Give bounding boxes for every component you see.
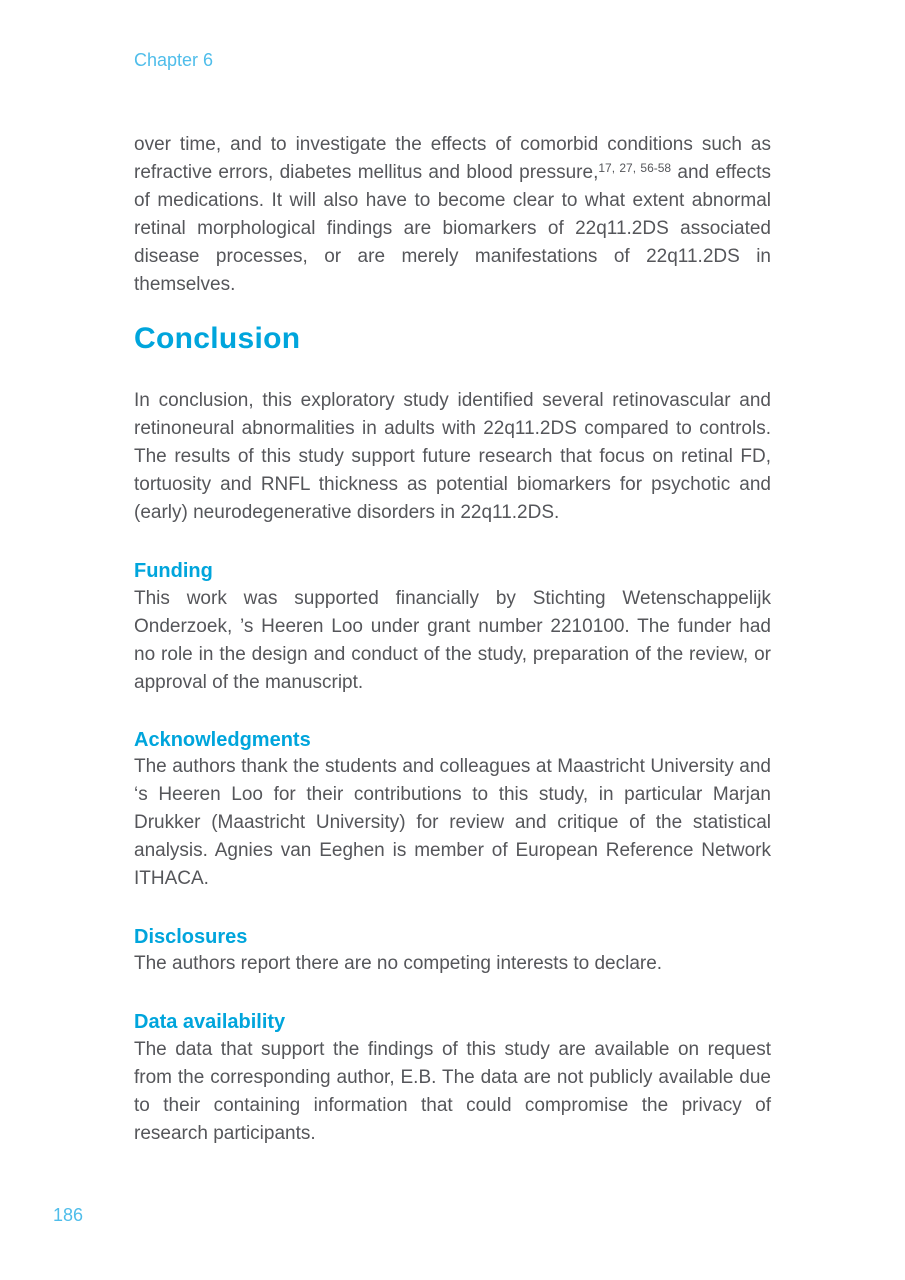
data-availability-heading: Data availability	[134, 1011, 286, 1033]
funding-heading: Funding	[134, 560, 213, 582]
acknowledgments-paragraph-container	[134, 753, 771, 893]
data-availability-paragraph: The data that support the findings of this study are available on request from the corresponding author, E.B. The data are not publicly available due to their containing information that could compromise the privacy of research participants.	[134, 1039, 771, 1144]
page-number: 186	[53, 1205, 84, 1225]
chapter-running-header: Chapter 6	[134, 50, 214, 70]
funding-heading-container	[134, 557, 771, 585]
intro-paragraph-text-2: and effects of medications. It will also have to become clear to what extent abnormal retinal morphological findings are biomarkers of 22q11.2DS associated disease processes, or are merely manifestations of 22q11.2DS in themselves.	[134, 162, 771, 295]
disclosures-heading-container	[134, 923, 771, 951]
conclusion-heading-container	[134, 321, 771, 357]
conclusion-paragraph-container	[134, 387, 771, 527]
conclusion-heading: Conclusion	[134, 322, 301, 355]
acknowledgments-paragraph: The authors thank the students and colleagues at Maastricht University and ‘s Heeren Loo for their contributions to this study, in particular Marjan Drukker (Maastricht University) for review and critique of the statistical analysis. Agnies van Eeghen is member of European Reference Network ITHACA.	[134, 756, 771, 889]
funding-paragraph: This work was supported financially by Stichting Wetenschappelijk Onderzoek, ’s Heeren Loo under grant number 2210100. The funder had no role in the design and conduct of the study, preparation of the review, or approval of the manuscript.	[134, 588, 771, 693]
conclusion-paragraph: In conclusion, this exploratory study identified several retinovascular and retinoneural abnormalities in adults with 22q11.2DS compared to controls. The results of this study support future research that focus on retinal FD, tortuosity and RNFL thickness as potential biomarkers for psychotic and (early) neurodegenerative disorders in 22q11.2DS.	[134, 390, 771, 523]
data-availability-paragraph-container	[134, 1036, 771, 1148]
acknowledgments-heading: Acknowledgments	[134, 729, 311, 751]
funding-paragraph-container	[134, 585, 771, 697]
intro-paragraph-text-1: over time, and to investigate the effects of comorbid conditions such as refractive errors, diabetes mellitus and blood pressure,	[134, 134, 771, 183]
data-availability-heading-container	[134, 1008, 771, 1036]
disclosures-paragraph: The authors report there are no competing interests to declare.	[134, 953, 663, 974]
intro-paragraph-container	[134, 131, 771, 299]
citation-superscript: 17, 27, 56-58	[598, 161, 672, 175]
disclosures-paragraph-container	[134, 950, 771, 978]
intro-paragraph	[134, 131, 771, 299]
acknowledgments-heading-container	[134, 726, 771, 754]
disclosures-heading: Disclosures	[134, 926, 248, 948]
